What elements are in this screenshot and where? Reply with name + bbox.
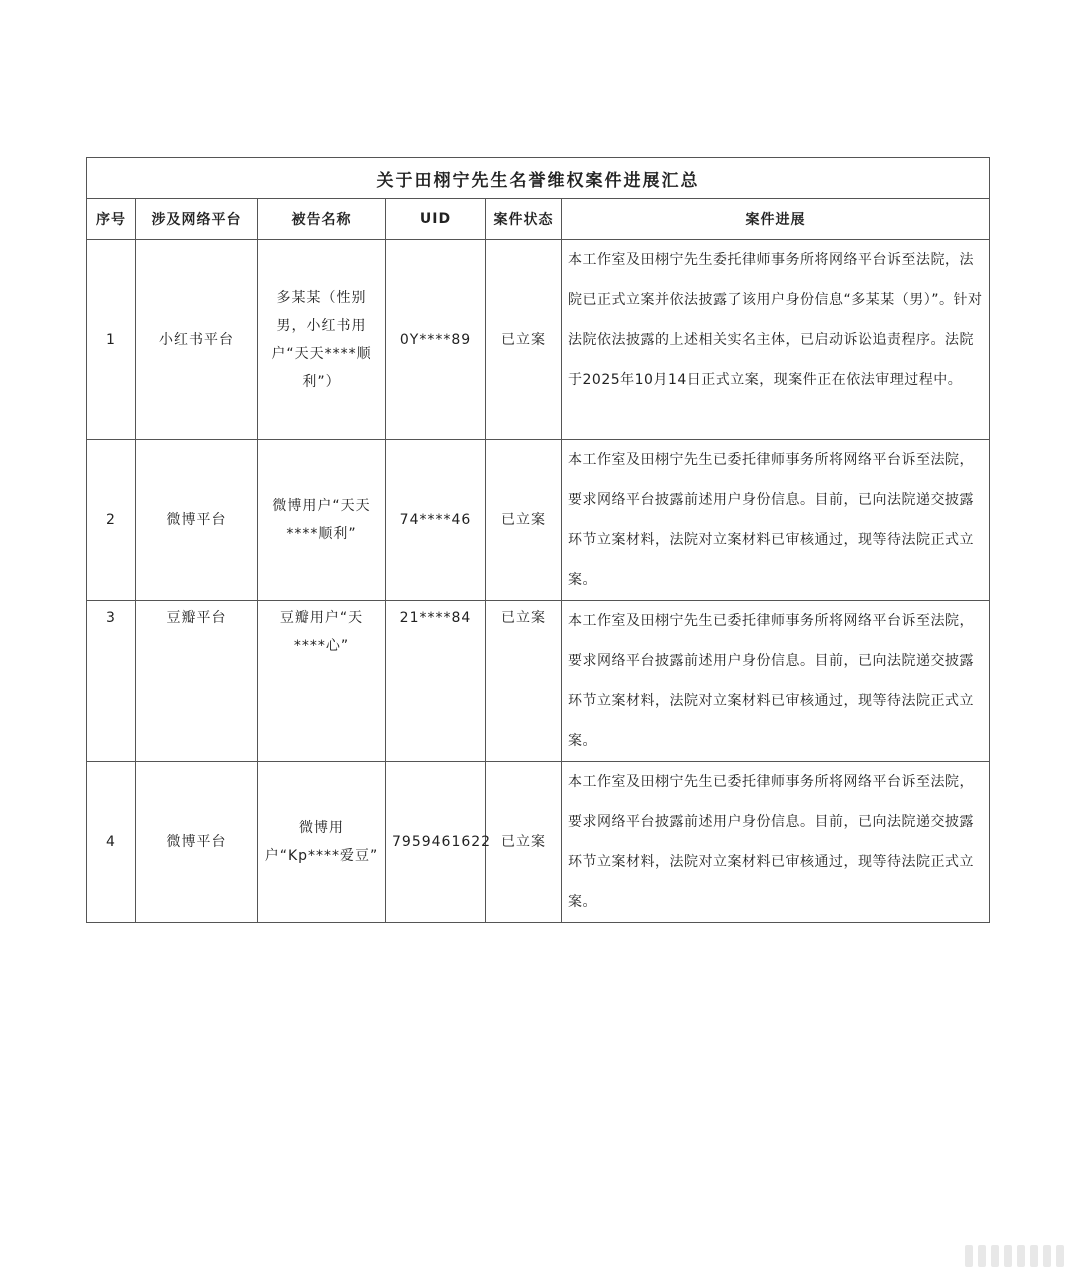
header-no: 序号 (87, 199, 136, 240)
header-status: 案件状态 (486, 199, 562, 240)
row-platform: 微博平台 (136, 440, 258, 601)
row-no: 4 (87, 762, 136, 923)
row-defendant: 微博用户“Kp****爱豆” (258, 762, 386, 923)
header-platform: 涉及网络平台 (136, 199, 258, 240)
row-status: 已立案 (486, 762, 562, 923)
row-uid: 74****46 (386, 440, 486, 601)
row-uid: 0Y****89 (386, 240, 486, 440)
header-uid: UID (386, 199, 486, 240)
row-no: 2 (87, 440, 136, 601)
row-defendant: 多某某（性别男，小红书用户“天天****顺利”） (258, 240, 386, 440)
row-progress: 本工作室及田栩宁先生已委托律师事务所将网络平台诉至法院，要求网络平台披露前述用户身份信息。目前，已向法院递交披露环节立案材料，法院对立案材料已审核通过，现等待法院正式立案。 (562, 601, 990, 762)
table-row (87, 240, 990, 440)
row-status: 已立案 (486, 240, 562, 440)
watermark-logo (965, 1245, 1064, 1267)
table-row (87, 601, 990, 762)
row-no: 3 (87, 601, 136, 762)
row-uid: 7959461622 (386, 762, 486, 923)
row-defendant: 微博用户“天天****顺利” (258, 440, 386, 601)
row-uid: 21****84 (386, 601, 486, 762)
row-platform: 小红书平台 (136, 240, 258, 440)
row-platform: 微博平台 (136, 762, 258, 923)
header-progress: 案件进展 (562, 199, 990, 240)
case-summary-sheet (86, 157, 989, 923)
table-title: 关于田栩宁先生名誉维权案件进展汇总 (87, 158, 990, 199)
row-defendant: 豆瓣用户“天****心” (258, 601, 386, 762)
row-progress: 本工作室及田栩宁先生已委托律师事务所将网络平台诉至法院，要求网络平台披露前述用户身份信息。目前，已向法院递交披露环节立案材料，法院对立案材料已审核通过，现等待法院正式立案。 (562, 762, 990, 923)
row-platform: 豆瓣平台 (136, 601, 258, 762)
case-table (86, 157, 990, 923)
row-progress: 本工作室及田栩宁先生委托律师事务所将网络平台诉至法院，法院已正式立案并依法披露了该用户身份信息“多某某（男）”。针对法院依法披露的上述相关实名主体，已启动诉讼追责程序。法院于2025年10月14日正式立案，现案件正在依法审理过程中。 (562, 240, 990, 440)
row-progress: 本工作室及田栩宁先生已委托律师事务所将网络平台诉至法院，要求网络平台披露前述用户身份信息。目前，已向法院递交披露环节立案材料，法院对立案材料已审核通过，现等待法院正式立案。 (562, 440, 990, 601)
header-row (87, 199, 990, 240)
table-row (87, 440, 990, 601)
row-status: 已立案 (486, 440, 562, 601)
row-status: 已立案 (486, 601, 562, 762)
row-no: 1 (87, 240, 136, 440)
table-row (87, 762, 990, 923)
header-defendant: 被告名称 (258, 199, 386, 240)
